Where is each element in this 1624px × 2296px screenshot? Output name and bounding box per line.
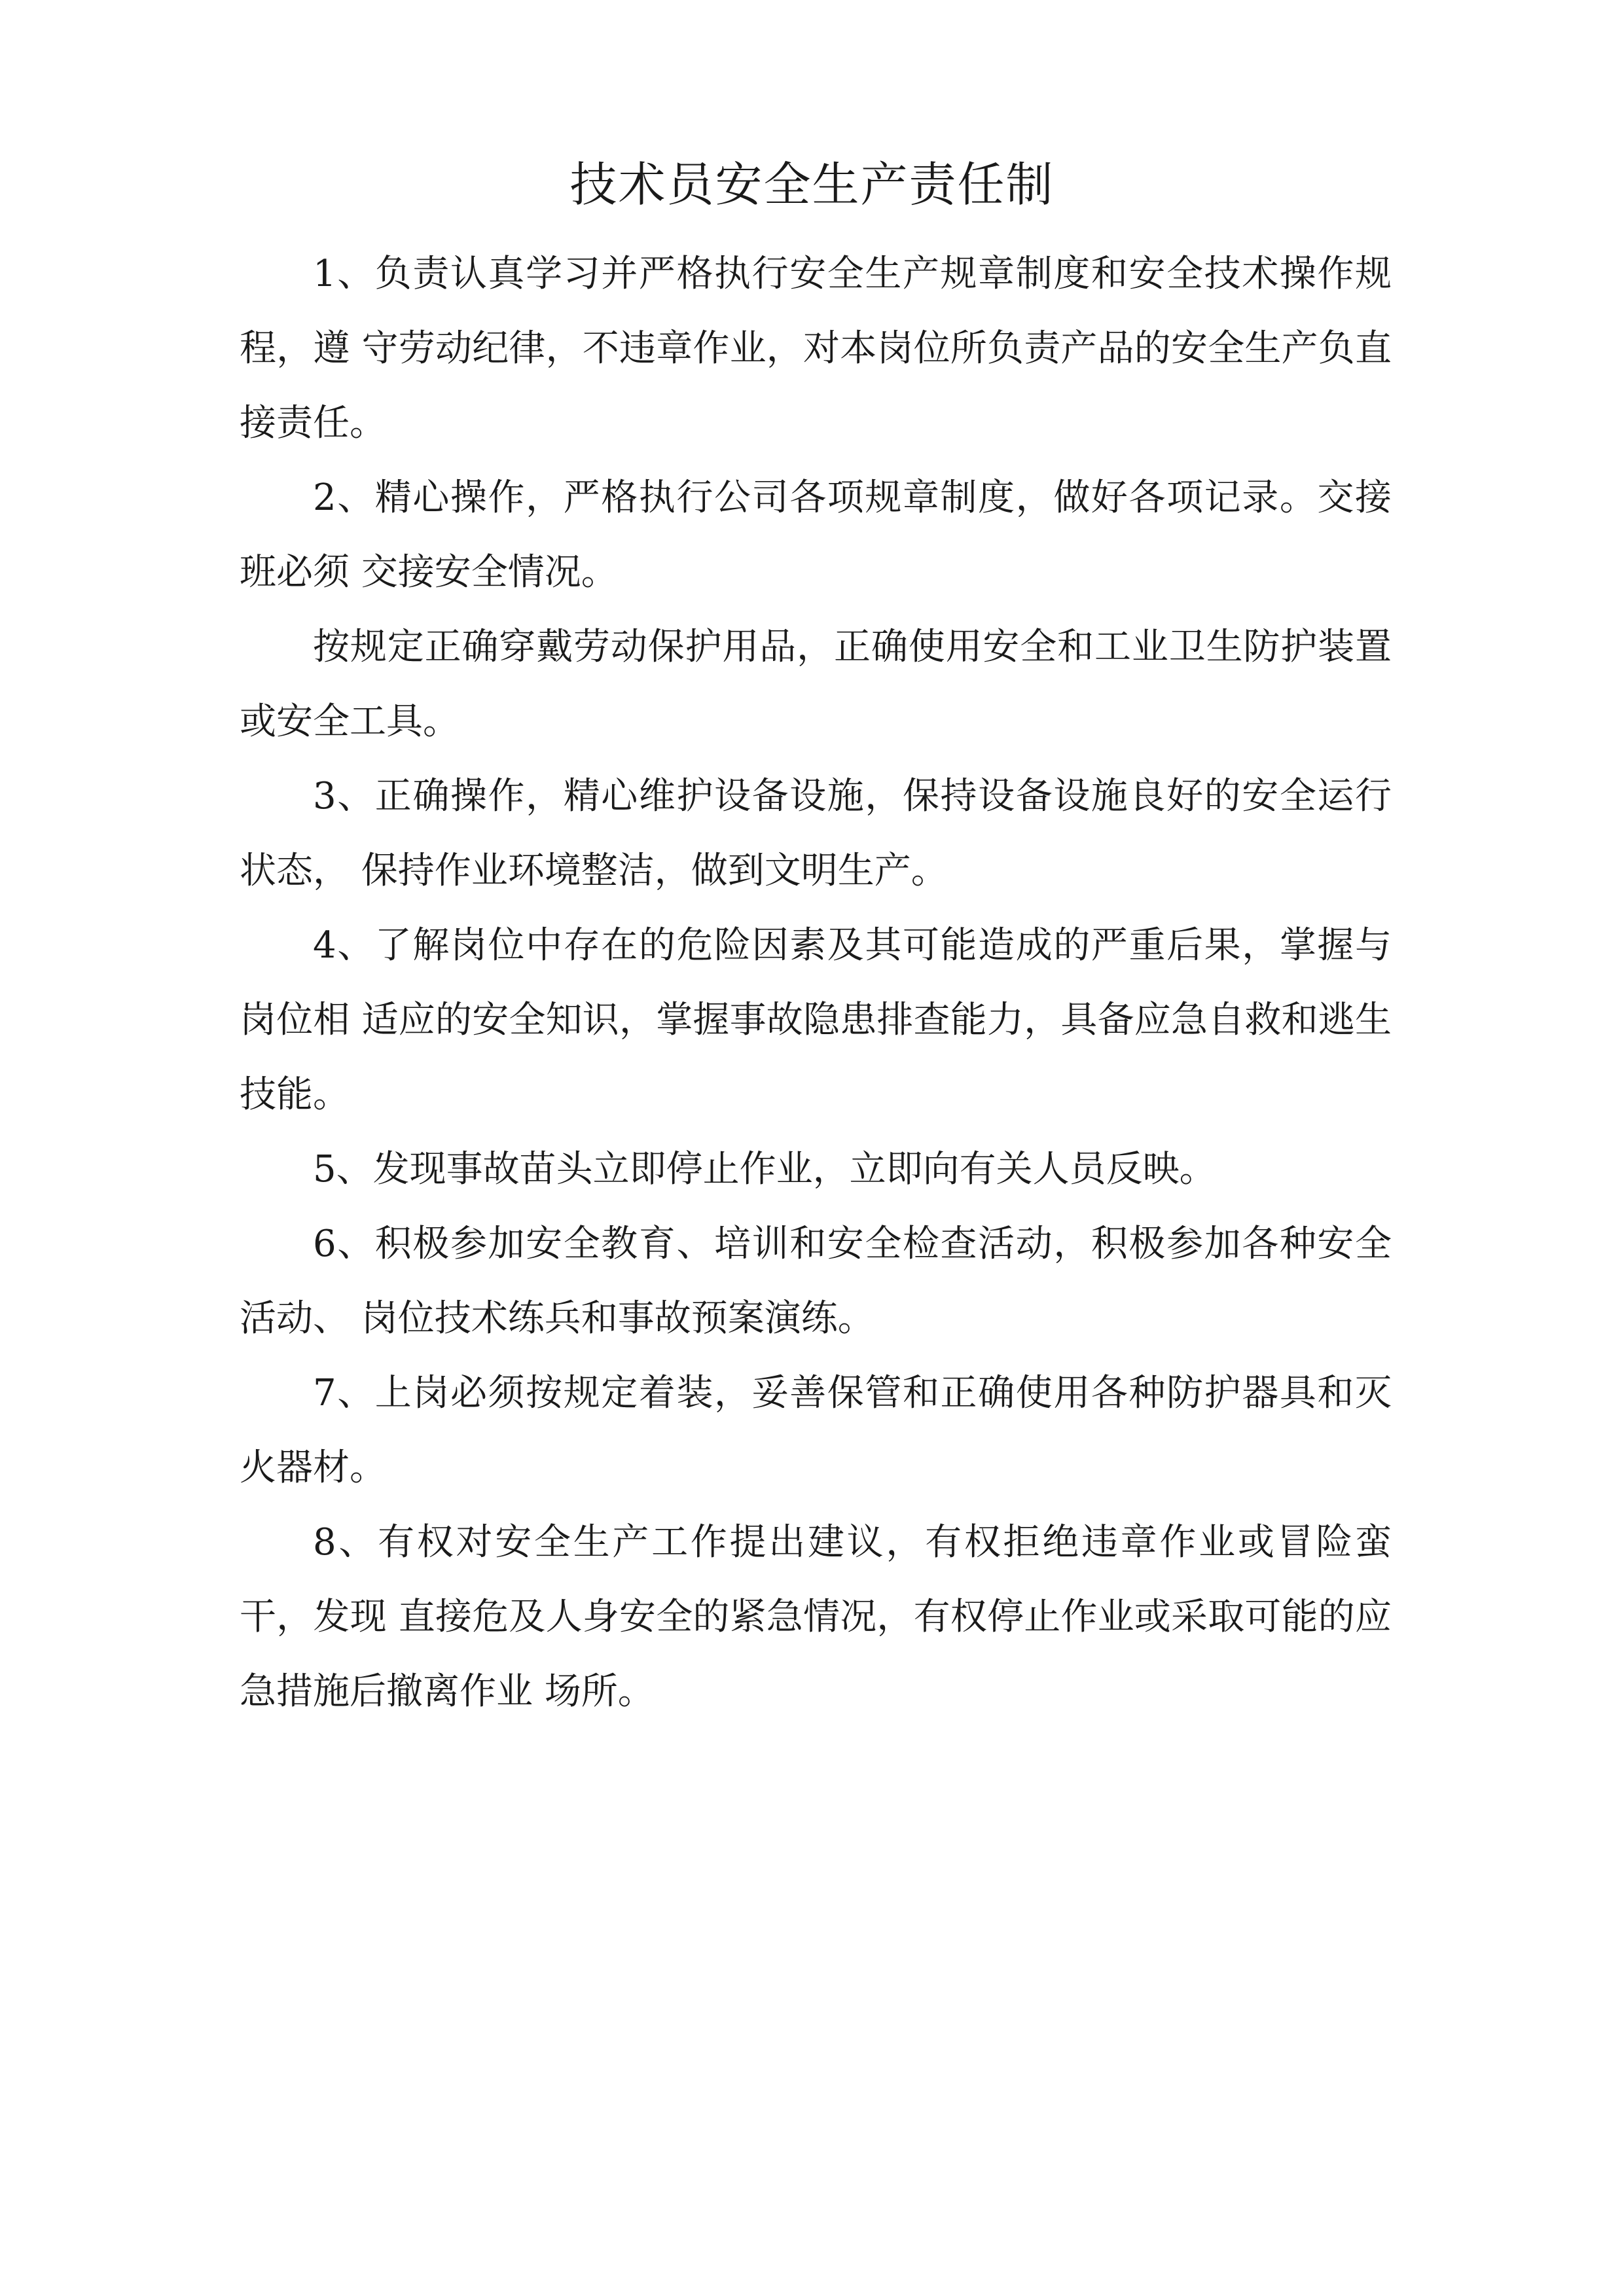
paragraph-3: 3、正确操作，精心维护设备设施，保持设备设施良好的安全运行状态， 保持作业环境整洁，做到文明生产。 bbox=[240, 775, 1392, 892]
paragraph-ppe: 按规定正确穿戴劳动保护用品，正确使用安全和工业卫生防护装置或安全工具。 bbox=[240, 626, 1392, 743]
paragraph-2: 2、精心操作，严格执行公司各项规章制度，做好各项记录。交接班必须 交接安全情况。 bbox=[240, 476, 1392, 594]
paragraph-5: 5、发现事故苗头立即停止作业，立即向有关人员反映。 bbox=[313, 1148, 1216, 1191]
document-body bbox=[240, 237, 1392, 1729]
page-title: 技术员安全生产责任制 bbox=[569, 157, 1055, 212]
paragraph-4: 4、了解岗位中存在的危险因素及其可能造成的严重后果，掌握与岗位相 适应的安全知识，掌握事故隐患排查能力，具备应急自救和逃生技能。 bbox=[240, 924, 1392, 1116]
paragraph-6: 6、积极参加安全教育、培训和安全检查活动，积极参加各种安全活动、 岗位技术练兵和事故预案演练。 bbox=[240, 1223, 1392, 1340]
paragraph-1: 1、负责认真学习并严格执行安全生产规章制度和安全技术操作规程，遵 守劳动纪律，不违章作业，对本岗位所负责产品的安全生产负直接责任。 bbox=[240, 253, 1392, 444]
paragraph-8: 8、有权对安全生产工作提出建议，有权拒绝违章作业或冒险蛮干，发现 直接危及人身安全的紧急情况，有权停止作业或采取可能的应急措施后撤离作业 场所。 bbox=[240, 1521, 1392, 1713]
paragraph-7: 7、上岗必须按规定着装，妥善保管和正确使用各种防护器具和灭火器材。 bbox=[240, 1372, 1392, 1489]
